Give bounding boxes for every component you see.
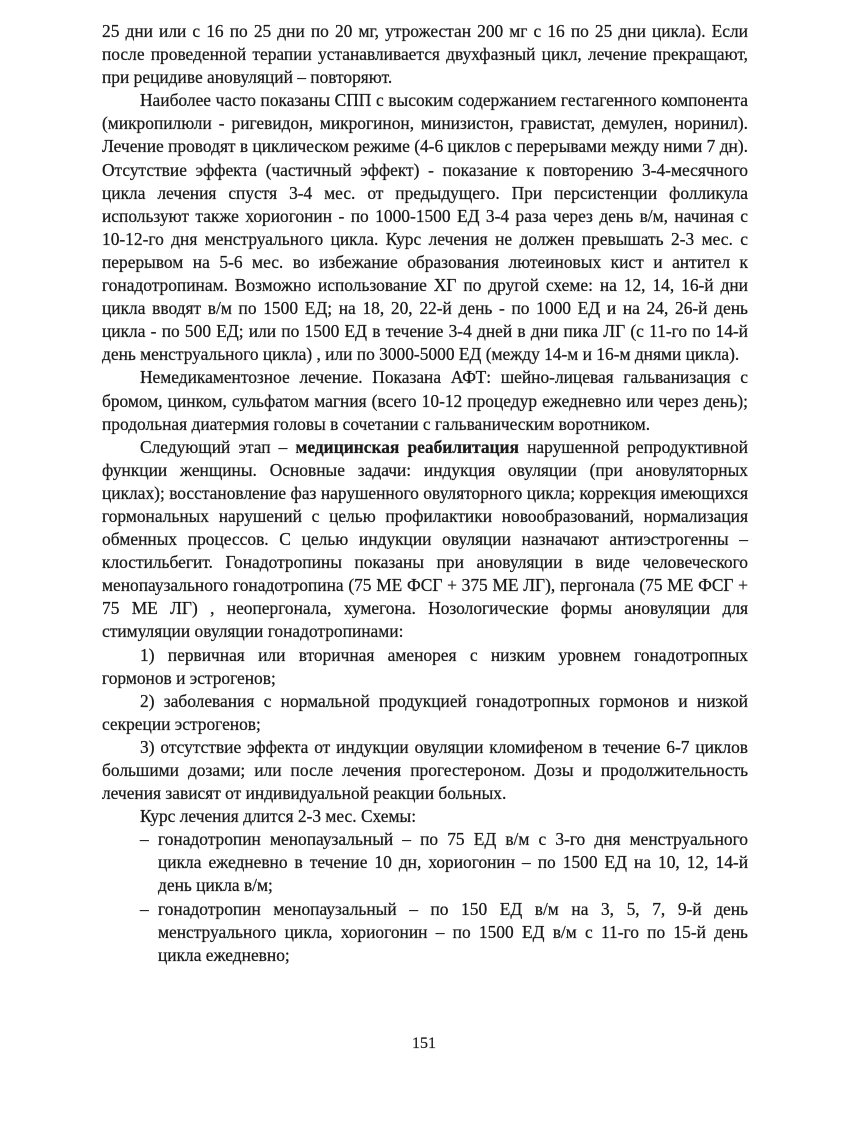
page-number: 151 bbox=[412, 1035, 436, 1052]
rehab-text-after: нарушенной репродуктивной функции женщины. Основные задачи: индукция овуляции (при ановуляторных циклах); восстановление фаз нарушенного овуляторного цикла; коррекция имеющихся гормональных нарушений с целью профилактики новообразований, нормализация обменных процессов. С целью индукции овуляции назначают антиэстрогенны – клостильбегит. Гонадотропины показаны при ановуляции в виде человеческого менопаузального гонадотропина (75 МЕ ФСГ + 375 МЕ ЛГ), пергонала (75 МЕ ФСГ + 75 МЕ ЛГ) , неопергонала, хумегона. Нозологические формы ановуляции для стимуляции овуляции гонадотропинами: bbox=[102, 436, 748, 642]
numbered-item-2: 2) заболевания с нормальной продукцией гонадотропных гормонов и низкой секреции эстрогенов; bbox=[102, 690, 748, 734]
numbered-item-1: 1) первичная или вторичная аменорея с низким уровнем гонадотропных гормонов и эстрогенов; bbox=[102, 644, 748, 688]
rehab-bold-term: медицинская реабилитация bbox=[295, 436, 519, 457]
numbered-item-3: 3) отсутствие эффекта от индукции овуляции кломифеном в течение 6-7 циклов большими дозами; или после лечения прогестероном. Дозы и продолжительность лечения зависят от индивидуальной реакции больных. bbox=[102, 736, 748, 804]
scheme-list bbox=[102, 828, 748, 967]
scheme-item-text: гонадотропин менопаузальный – по 75 ЕД в/м с 3-го дня менструального цикла ежедневно в течение 10 дн, хориогонин – по 1500 ЕД на 10, 12, 14-й день цикла в/м; bbox=[158, 829, 748, 896]
list-dash-marker: – bbox=[140, 829, 149, 850]
body-text bbox=[102, 20, 748, 967]
scheme-item-2 bbox=[102, 898, 748, 967]
paragraph-rehabilitation bbox=[102, 436, 748, 644]
paragraph-nonmedical-treatment: Немедикаментозное лечение. Показана АФТ: шейно-лицевая гальванизация с бромом, цинком, сульфатом магния (всего 10-12 процедур ежедневно или через день); продольная диатермия головы в сочетании с гальваническим воротником. bbox=[102, 367, 748, 434]
scheme-item-text: гонадотропин менопаузальный – по 150 ЕД в/м на 3, 5, 7, 9-й день менструального цикла, хориогонин – по 1500 ЕД в/м с 11-го по 15-й день цикла ежедневно; bbox=[158, 898, 748, 965]
list-dash-marker: – bbox=[140, 898, 149, 919]
rehab-text-before: Следующий этап – bbox=[140, 436, 296, 457]
course-intro: Курс лечения длится 2-3 мес. Схемы: bbox=[140, 806, 417, 827]
scheme-item-1 bbox=[102, 828, 748, 897]
paragraph-cok-therapy: Наиболее часто показаны СПП с высоким содержанием гестагенного компонента (микропилюли - ригевидон, микрогинон, минизистон, гравистат, демулен, норинил). Лечение проводят в циклическом режиме (4-6 циклов с перерывами между ними 7 дн). Отсутствие эффекта (частичный эффект) - показание к повторению 3-4-месячного цикла лечения спустя 3-4 мес. от предыдущего. При персистенции фолликула используют также хориогонин - по 1000-1500 ЕД 3-4 раза через день в/м, начиная с 10-12-го дня менструального цикла. Курс лечения не должен превышать 2-3 мес. с перерывом на 5-6 мес. во избежание образования лютеиновых кист и антител к гонадотропинам. Возможно использование ХГ по другой схеме: на 12, 14, 16-й дни цикла вводят в/м по 1500 ЕД; на 18, 20, 22-й день - по 1000 ЕД и на 24, 26-й день цикла - по 500 ЕД; или по 1500 ЕД в течение 3-4 дней в дни пика ЛГ (с 11-го по 14-й день менструального цикла) , или по 3000-5000 ЕД (между 14-м и 16-м днями цикла). bbox=[102, 90, 748, 365]
paragraph-continuation: 25 дни или с 16 по 25 дни по 20 мг, утрожестан 200 мг с 16 по 25 дни цикла). Если после проведенной терапии устанавливается двухфазный цикл, лечение прекращают, при рецидиве ановуляций – повторяют. bbox=[102, 21, 748, 88]
